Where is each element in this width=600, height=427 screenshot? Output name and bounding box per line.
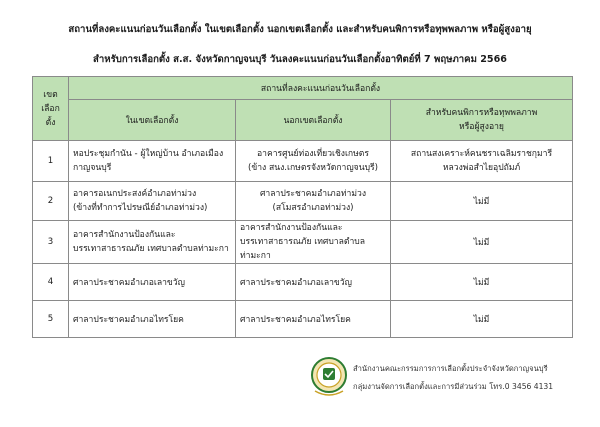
header-group: สถานที่ลงคะแนนก่อนวันเลือกตั้ง: [69, 77, 573, 100]
district-number: 1: [33, 141, 69, 182]
outside-location: อาคารศูนย์ท่องเที่ยวเชิงเกษตร (ข้าง สนง.เกษตรจังหวัดกาญจนบุรี): [236, 141, 391, 182]
inside-location: ศาลาประชาคมอำเภอไทรโยค: [69, 301, 236, 338]
header-outside: นอกเขตเลือกตั้ง: [236, 100, 391, 141]
table-row: [33, 264, 573, 301]
outside-location: อาคารสำนักงานป้องกันและ บรรเทาสาธารณภัย เทศบาลตำบลท่ามะกา: [236, 221, 391, 264]
document-subtitle: สำหรับการเลือกตั้ง ส.ส. จังหวัดกาญจนบุรี วันลงคะแนนก่อนวันเลือกตั้งอาทิตย์ที่ 7 พฤษภาคม 2566: [93, 54, 507, 65]
footer-contact: กลุ่มงานจัดการเลือกตั้งและการมีส่วนร่วม โทร.0 3456 4131: [353, 382, 554, 391]
outside-location: ศาลาประชาคมอำเภอท่าม่วง (สโมสรอำเภอท่าม่วง): [236, 182, 391, 221]
inside-location: ศาลาประชาคมอำเภอเลาขวัญ: [69, 264, 236, 301]
inside-location: หอประชุมกำนัน - ผู้ใหญ่บ้าน อำเภอเมือง กาญจนบุรี: [69, 141, 236, 182]
district-number: 4: [33, 264, 69, 301]
outside-location: ศาลาประชาคมอำเภอไทรโยค: [236, 301, 391, 338]
table-row: [33, 221, 573, 264]
footer-office: สำนักงานคณะกรรมการการเลือกตั้งประจำจังหวัดกาญจนบุรี: [353, 364, 548, 373]
outside-location: ศาลาประชาคมอำเภอเลาขวัญ: [236, 264, 391, 301]
header-disabled: สำหรับคนพิการหรือทุพพลภาพ หรือผู้สูงอายุ: [391, 100, 573, 141]
ect-emblem-icon: [310, 355, 348, 399]
document-title: สถานที่ลงคะแนนก่อนวันเลือกตั้ง ในเขตเลือกตั้ง นอกเขตเลือกตั้ง และสำหรับคนพิการหรือทุพพลภาพ หรือผู้สูงอายุ: [68, 24, 532, 35]
district-number: 5: [33, 301, 69, 338]
disabled-location: ไม่มี: [391, 182, 573, 221]
disabled-location: ไม่มี: [391, 301, 573, 338]
polling-places-table: [32, 76, 573, 338]
district-number: 2: [33, 182, 69, 221]
table-row: [33, 182, 573, 221]
inside-location: อาคารอเนกประสงค์อำเภอท่าม่วง (ข้างที่ทำการไปรษณีย์อำเภอท่าม่วง): [69, 182, 236, 221]
table-row: [33, 301, 573, 338]
header-inside: ในเขตเลือกตั้ง: [69, 100, 236, 141]
disabled-location: ไม่มี: [391, 264, 573, 301]
header-district: เขต เลือกตั้ง: [33, 77, 69, 141]
disabled-location: สถานสงเคราะห์คนชราเฉลิมราชกุมารี หลวงพ่อสำไยอุปถัมภ์: [391, 141, 573, 182]
disabled-location: ไม่มี: [391, 221, 573, 264]
inside-location: อาคารสำนักงานป้องกันและ บรรเทาสาธารณภัย เทศบาลตำบลท่ามะกา: [69, 221, 236, 264]
table-row: [33, 141, 573, 182]
district-number: 3: [33, 221, 69, 264]
footer: [310, 355, 590, 405]
